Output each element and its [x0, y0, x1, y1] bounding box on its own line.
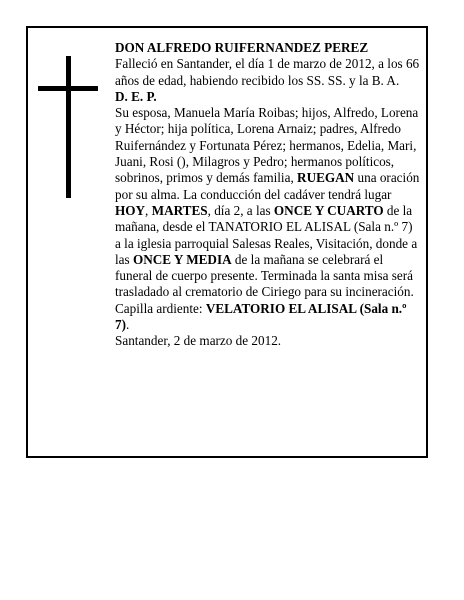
family-list: Su esposa, Manuela María Roibas; hijos, Alfredo, Lorena y Héctor; hija política, Lorena Arnaiz; padres, Alfredo Ruifernández y Fortunata Pérez; hermanos, Edelia, Mari, Juani, Rosi (), Milagros y Pedro; hermanos políticos, sobrinos, primos y demás familia, [115, 105, 419, 186]
hoy-text: HOY [115, 202, 146, 218]
departure-text: de la mañana, desde el TANATORIO EL ALISAL (Sala n.º 7) a la iglesia parroquial Salesas Reales, Visitación, donde a las [115, 202, 418, 267]
chapel-end: . [126, 317, 130, 333]
cross-horizontal-bar [38, 86, 98, 91]
death-announcement: Falleció en Santander, el día 1 de marzo de 2012, a los 66 años de edad, habiendo recibido los SS. SS. y la B. A. [115, 56, 420, 88]
martes-text: MARTES [151, 202, 208, 218]
funeral-text: de la mañana se celebrará el funeral de cuerpo presente. Terminada la santa misa será trasladado al crematorio de Ciriego para su incineración. [115, 251, 414, 300]
departure-time: ONCE Y CUARTO [273, 202, 384, 218]
obituary-notice [26, 26, 428, 458]
deceased-name: DON ALFREDO RUIFERNANDEZ PEREZ [115, 40, 369, 55]
obituary-text [115, 40, 421, 350]
cross-vertical-bar [66, 56, 71, 198]
chapel-label: Capilla ardiente: [115, 300, 206, 316]
chapel-line [115, 301, 421, 334]
cross-icon [28, 28, 88, 178]
prayer-request: una oración por su alma. La conducción del cadáver tendrá lugar [115, 170, 420, 202]
day-text: , día 2, a las [207, 202, 274, 218]
place-date: Santander, 2 de marzo de 2012. [115, 333, 282, 349]
family-paragraph [115, 105, 421, 301]
chapel-location: VELATORIO EL ALISAL (Sala n.º 7) [115, 300, 407, 333]
funeral-time: ONCE Y MEDIA [132, 251, 232, 267]
rip-abbreviation: D. E. P. [115, 88, 157, 104]
comma-separator: , [145, 202, 152, 218]
ruegan-text: RUEGAN [297, 170, 355, 186]
